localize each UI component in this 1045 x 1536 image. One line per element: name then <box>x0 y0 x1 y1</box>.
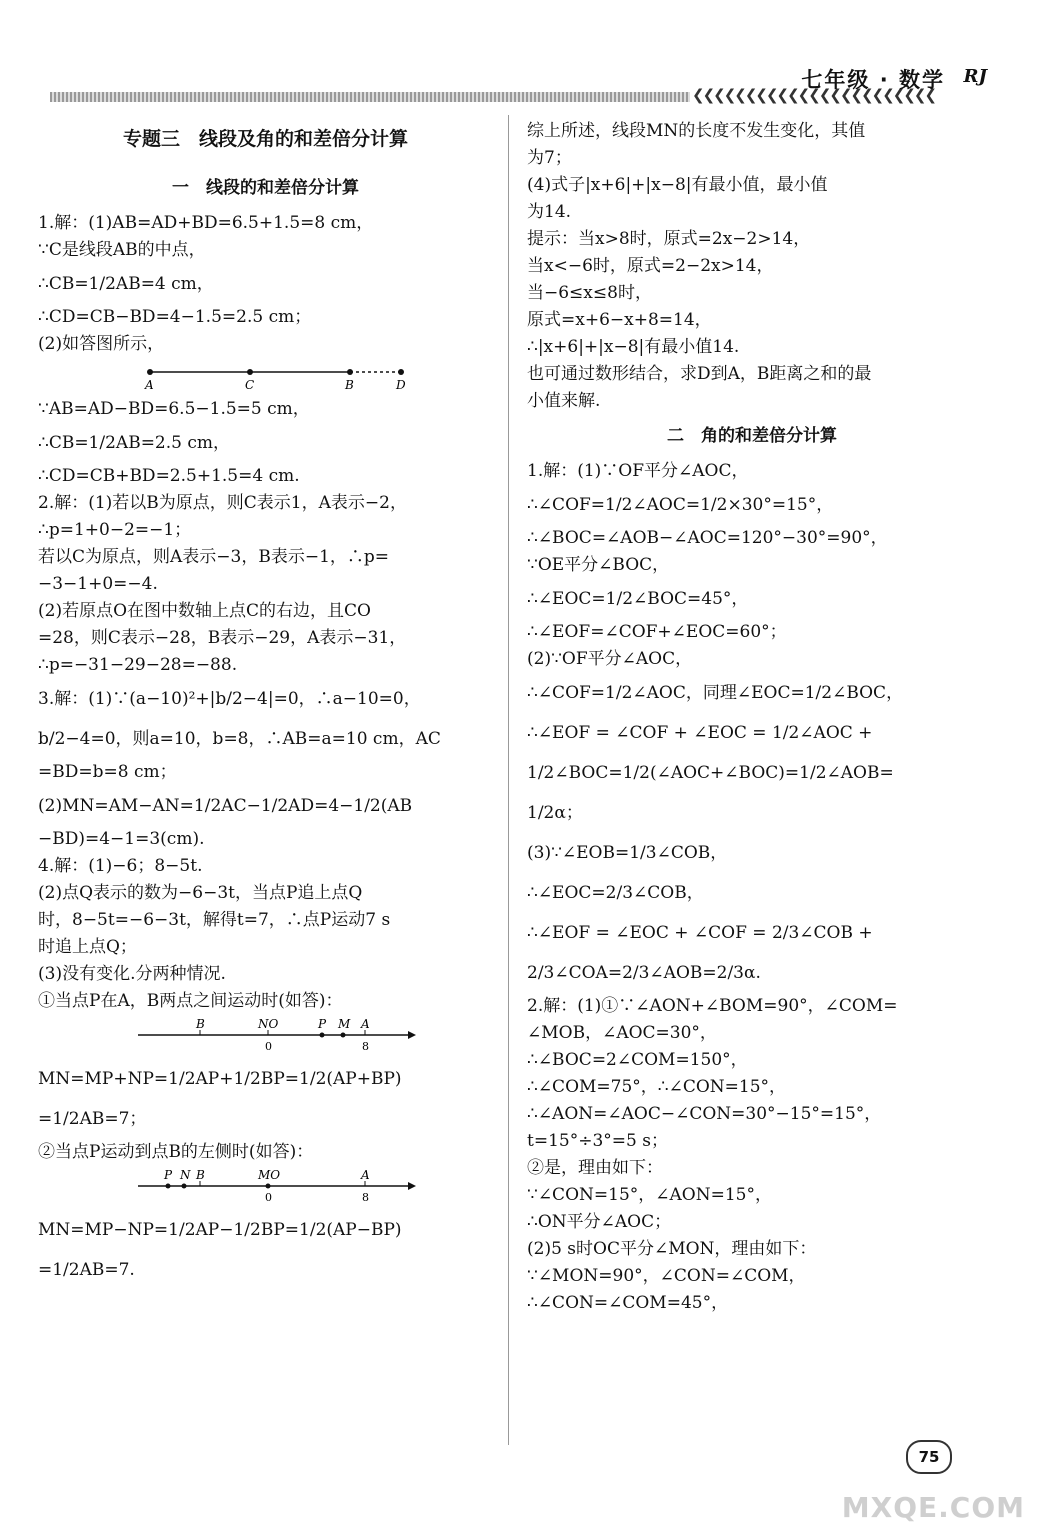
solution-line: MN=MP+NP=1/2AP+1/2BP=1/2(AP+BP) <box>38 1069 402 1089</box>
solution-line: 2.解：(1)若以B为原点，则C表示1，A表示−2， <box>38 493 407 513</box>
solution-line: −3−1+0=−4. <box>38 574 158 594</box>
fig3-label-P: P <box>164 1168 173 1182</box>
solution-line: ∴|x+6|+|x−8|有最小值14. <box>527 337 740 357</box>
solution-line: ∵∠MON=90°，∠CON=∠COM， <box>527 1266 806 1286</box>
solution-line: ∴CD=CB+BD=2.5+1.5=4 cm. <box>38 466 300 486</box>
solution-line: ∴∠EOF = ∠EOC + ∠COF = 2/3∠COB + <box>527 923 873 943</box>
solution-line: 综上所述，线段MN的长度不发生变化，其值 <box>527 121 866 141</box>
solution-line: ∴∠COF=1/2∠AOC=1/2×30°=15°， <box>527 495 834 515</box>
solution-line: 为14. <box>527 202 572 222</box>
fig2-label-M: M <box>338 1017 351 1031</box>
solution-line: −BD)=4−1=3(cm). <box>38 829 205 849</box>
fig3-label-N: N <box>180 1168 191 1182</box>
solution-line: 1.解：(1)∵OF平分∠AOC， <box>527 461 749 481</box>
solution-line: ∵C是线段AB的中点， <box>38 240 206 260</box>
solution-line: 2.解：(1)①∵∠AON+∠BOM=90°，∠COM= <box>527 996 898 1016</box>
solution-line: ∠MOB，∠AOC=30°， <box>527 1023 717 1043</box>
solution-line: 也可通过数形结合，求D到A，B距离之和的最 <box>527 364 872 384</box>
number-line-figure-3 <box>38 1170 493 1206</box>
page-header <box>0 0 1045 110</box>
header-edition: RJ <box>963 66 987 87</box>
solution-line: ∴∠EOF=∠COF+∠EOC=60°； <box>527 622 787 642</box>
solution-line: (2)若原点O在图中数轴上点C的右边，且CO <box>38 601 371 621</box>
number-line-figure-2 <box>38 1019 493 1055</box>
solution-line: 原式=x+6−x+8=14， <box>527 310 712 330</box>
solution-line: 3.解：(1)∵(a−10)²+|b/2−4|=0，∴a−10=0， <box>38 689 421 709</box>
solution-line: ∴CB=1/2AB=2.5 cm， <box>38 433 231 453</box>
solution-line: 当−6≤x≤8时， <box>527 283 652 303</box>
solution-line: ∴ON平分∠AOC； <box>527 1212 672 1232</box>
fig3-label-MO: MO <box>258 1168 281 1182</box>
fig2-label-NO: NO <box>258 1017 279 1031</box>
solution-line: ①当点P在A，B两点之间运动时(如答)： <box>38 991 343 1011</box>
section-heading-angles: 二 角的和差倍分计算 <box>667 426 837 446</box>
solution-line: ∴∠BOC=2∠COM=150°， <box>527 1050 748 1070</box>
fig2-tick-0: 0 <box>265 1040 272 1053</box>
solution-line: ∵OE平分∠BOC， <box>527 555 670 575</box>
solution-line: ∴p=−31−29−28=−88. <box>38 655 238 675</box>
fig1-label-A: A <box>145 378 154 392</box>
solution-line: ∴CD=CB−BD=4−1.5=2.5 cm； <box>38 307 312 327</box>
solution-line: 提示：当x>8时，原式=2x−2>14， <box>527 229 811 249</box>
segment-figure-1 <box>38 362 406 392</box>
solution-line: t=15°÷3°=5 s； <box>527 1131 668 1151</box>
solution-line: ∴∠AON=∠AOC−∠CON=30°−15°=15°， <box>527 1104 882 1124</box>
solution-line: (3)∵∠EOB=1/3∠COB， <box>527 843 728 863</box>
fig3-tick-8: 8 <box>362 1191 369 1204</box>
solution-line: 4.解：(1)−6；8−5t. <box>38 856 203 876</box>
page-number: 75 <box>906 1440 952 1474</box>
solution-line: 1.解：(1)AB=AD+BD=6.5+1.5=8 cm， <box>38 213 374 233</box>
column-divider <box>508 115 509 1445</box>
solution-line: ∵AB=AD−BD=6.5−1.5=5 cm， <box>38 399 310 419</box>
solution-line: =BD=b=8 cm； <box>38 762 177 782</box>
solution-line: ∴∠COM=75°，∴∠CON=15°， <box>527 1077 787 1097</box>
solution-line: MN=MP−NP=1/2AP−1/2BP=1/2(AP−BP) <box>38 1220 402 1240</box>
solution-line: ②当点P运动到点B的左侧时(如答)： <box>38 1142 314 1162</box>
solution-line: (2)点Q表示的数为−6−3t，当点P追上点Q <box>38 883 363 903</box>
solution-line: (2)∵OF平分∠AOC， <box>527 649 693 669</box>
solution-line: ∴∠BOC=∠AOB−∠AOC=120°−30°=90°， <box>527 528 888 548</box>
solution-line: (4)式子|x+6|+|x−8|有最小值，最小值 <box>527 175 828 195</box>
solution-line: ∵∠CON=15°，∠AON=15°， <box>527 1185 772 1205</box>
solution-line: 若以C为原点，则A表示−3，B表示−1，∴p= <box>38 547 390 567</box>
topic-title: 专题三 线段及角的和差倍分计算 <box>122 128 408 150</box>
solution-line: 时，8−5t=−6−3t，解得t=7，∴点P运动7 s <box>38 910 391 930</box>
fig1-label-D: D <box>396 378 406 392</box>
fig3-label-A: A <box>361 1168 370 1182</box>
solution-line: ∴∠COF=1/2∠AOC，同理∠EOC=1/2∠BOC， <box>527 683 904 703</box>
fig1-label-C: C <box>245 378 255 392</box>
solution-line: 1/2∠BOC=1/2(∠AOC+∠BOC)=1/2∠AOB= <box>527 763 894 783</box>
solution-line: ∴∠EOC=1/2∠BOC=45°， <box>527 589 749 609</box>
solution-line: (2)如答图所示， <box>38 334 165 354</box>
fig1-label-B: B <box>345 378 354 392</box>
watermark: MXQE.COM <box>841 1491 1025 1524</box>
solution-line: ∴∠CON=∠COM=45°， <box>527 1293 729 1313</box>
solution-line: ∴∠EOF = ∠COF + ∠EOC = 1/2∠AOC + <box>527 723 873 743</box>
solution-line: 1/2α； <box>527 803 583 823</box>
solution-line: 为7； <box>527 148 572 168</box>
left-column <box>38 118 493 1290</box>
fig2-label-A: A <box>361 1017 370 1031</box>
solution-line: 当x<−6时，原式=2−2x>14， <box>527 256 774 276</box>
header-chevron-decoration: ❮❮❮❮❮❮❮❮❮❮❮❮❮❮❮❮❮❮❮❮❮❮❮ <box>692 86 936 104</box>
section-heading-segments: 一 线段的和差倍分计算 <box>172 178 359 198</box>
header-title: 七年级 · 数学 <box>801 68 945 92</box>
fig3-tick-0: 0 <box>265 1191 272 1204</box>
solution-line: 小值来解. <box>527 391 601 411</box>
solution-line: =28，则C表示−28，B表示−29，A表示−31， <box>38 628 407 648</box>
header-rule <box>50 92 690 102</box>
solution-line: b/2−4=0，则a=10，b=8，∴AB=a=10 cm，AC <box>38 729 441 749</box>
solution-line: (2)5 s时OC平分∠MON，理由如下： <box>527 1239 817 1259</box>
solution-line: 2/3∠COA=2/3∠AOB=2/3α. <box>527 963 761 983</box>
solution-line: =1/2AB=7. <box>38 1260 135 1280</box>
solution-line: (2)MN=AM−AN=1/2AC−1/2AD=4−1/2(AB <box>38 796 413 816</box>
solution-line: ∴CB=1/2AB=4 cm， <box>38 274 214 294</box>
fig3-label-B: B <box>196 1168 205 1182</box>
solution-line: (3)没有变化.分两种情况. <box>38 964 226 984</box>
fig2-tick-8: 8 <box>362 1040 369 1053</box>
fig2-label-P: P <box>318 1017 327 1031</box>
solution-line: ∴∠EOC=2/3∠COB， <box>527 883 704 903</box>
solution-line: ②是，理由如下： <box>527 1158 663 1178</box>
fig2-label-B: B <box>196 1017 205 1031</box>
right-column <box>527 118 977 1317</box>
solution-line: =1/2AB=7； <box>38 1109 147 1129</box>
solution-line: 时追上点Q； <box>38 937 137 957</box>
solution-line: ∴p=1+0−2=−1； <box>38 520 192 540</box>
